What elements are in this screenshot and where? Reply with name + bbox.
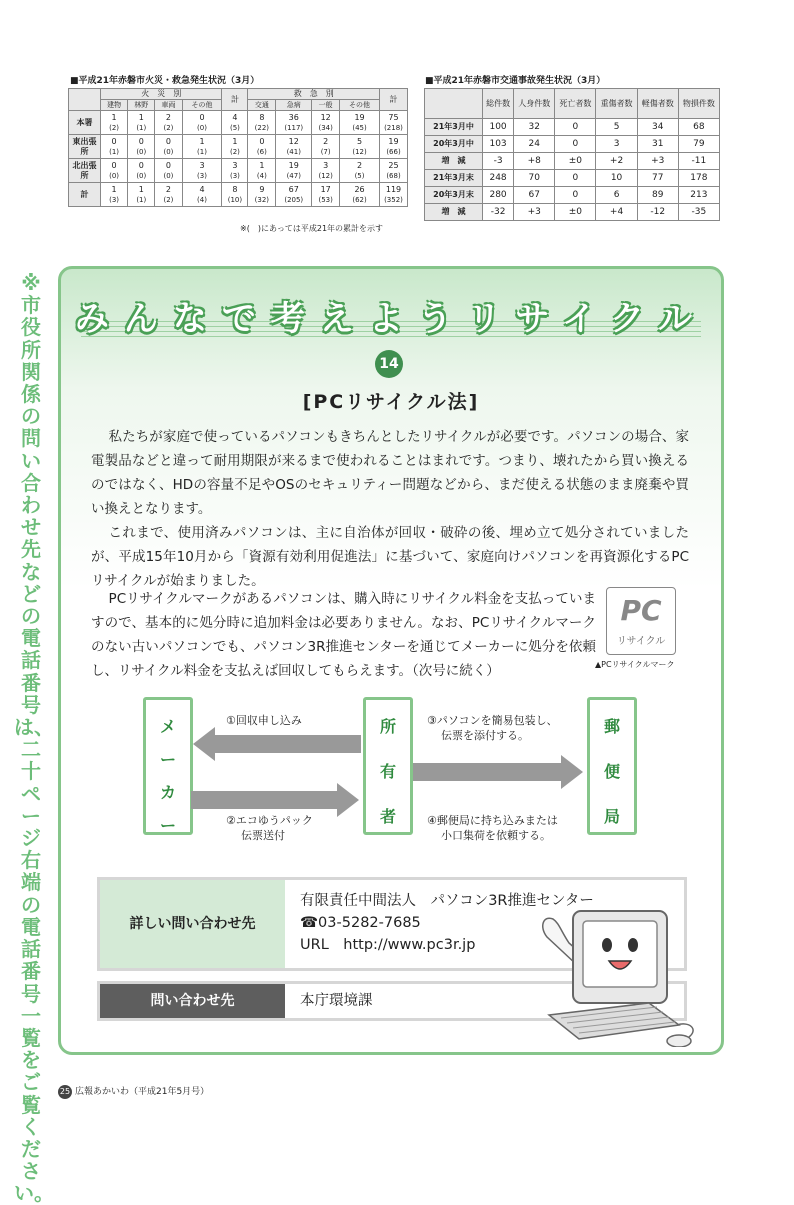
table-cell: 24 [514, 136, 555, 153]
table-cell: -35 [678, 204, 719, 221]
cell-cumulative: (12) [318, 171, 333, 180]
fire-table-note: ※( )にあっては平成21年の累計を示す [240, 224, 384, 233]
table-cell: 0 [555, 119, 596, 136]
cell-cumulative: (2) [229, 147, 240, 156]
table-cell [340, 135, 380, 159]
table-cell [340, 111, 380, 135]
table-cell [101, 159, 128, 183]
cell-value: 3 [199, 160, 205, 170]
table-row [425, 136, 720, 153]
table-cell: 0 [555, 170, 596, 187]
table-cell [312, 159, 340, 183]
cell-value: 2 [165, 112, 172, 122]
detail-contact-label: 詳しい問い合わせ先 [100, 880, 285, 968]
cell-value: 1 [138, 112, 144, 122]
cell-value: 1 [111, 184, 117, 194]
table-cell: +8 [514, 153, 555, 170]
table-cell: -11 [678, 153, 719, 170]
table-cell [312, 183, 340, 207]
cell-cumulative: (1) [136, 195, 147, 204]
table-cell: 77 [637, 170, 678, 187]
inquiry-label: 問い合わせ先 [100, 984, 285, 1018]
table-cell [101, 183, 128, 207]
table-cell: 31 [637, 136, 678, 153]
cell-value: 3 [232, 160, 238, 170]
table-cell [340, 159, 380, 183]
contact-org: 有限責任中間法人 パソコン3R推進センター [300, 893, 594, 909]
table-cell [380, 159, 408, 183]
col-header: 交通 [248, 100, 276, 111]
row-header: 21年3月末 [425, 170, 483, 187]
table-cell [222, 135, 248, 159]
col-header: 総件数 [483, 89, 514, 119]
article-number-badge: 14 [375, 350, 403, 378]
table-cell: 68 [678, 119, 719, 136]
cell-value: 3 [323, 160, 329, 170]
maker-box: メ ー カ ー [143, 697, 193, 835]
cell-value: 2 [323, 136, 329, 146]
cell-cumulative: (66) [386, 147, 401, 156]
step-3-label-line1: ③パソコンを簡易包装し、 [427, 714, 558, 727]
cell-cumulative: (4) [197, 195, 207, 204]
article-title: [PCリサイクル法] [302, 391, 480, 413]
paragraph-1: 私たちが家庭で使っているパソコンもきちんとしたリサイクルが必要です。パソコンの場合、家電製品などと違って耐用期限が来るまで使われることはまれです。つまり、壊れたから買い換えるのではなく、HDの容量不足やOSのセキュリティー問題などから、まだ使える状態のまま廃棄や買い換えとなります。 [91, 429, 689, 517]
page-footer [58, 1084, 209, 1099]
table-cell: 6 [596, 187, 637, 204]
cell-value: 0 [138, 136, 144, 146]
cell-value: 119 [385, 184, 402, 194]
table-cell [128, 183, 155, 207]
table-cell: +4 [596, 204, 637, 221]
cell-value: 36 [288, 112, 299, 122]
col-header: その他 [340, 100, 380, 111]
row-header: 北出張所 [69, 159, 101, 183]
fire-total-header: 計 [222, 89, 248, 111]
table-row [425, 204, 720, 221]
arrow-owner-to-maker [193, 727, 361, 761]
cell-cumulative: (218) [384, 123, 403, 132]
table-cell: 79 [678, 136, 719, 153]
table-cell: 5 [596, 119, 637, 136]
row-header: 東出張所 [69, 135, 101, 159]
pc-recycle-mark-subtext: リサイクル [616, 636, 666, 647]
cell-value: 1 [232, 136, 238, 146]
table-cell [248, 135, 276, 159]
table-cell [276, 183, 312, 207]
cell-value: 0 [165, 160, 172, 170]
table-cell [182, 111, 222, 135]
table-cell [248, 183, 276, 207]
post-office-box: 郵 便 局 [587, 697, 637, 835]
table-cell: 0 [555, 187, 596, 204]
table-cell: -32 [483, 204, 514, 221]
cell-cumulative: (205) [284, 195, 304, 204]
table-cell: 100 [483, 119, 514, 136]
cell-cumulative: (10) [227, 195, 243, 204]
table-cell: 178 [678, 170, 719, 187]
cell-value: 19 [354, 112, 365, 122]
table-cell [248, 111, 276, 135]
table-cell [380, 111, 408, 135]
table-cell [101, 111, 128, 135]
fire-group-header: 火 災 別 [101, 89, 222, 100]
cell-value: 17 [320, 184, 331, 194]
cell-value: 2 [165, 184, 172, 194]
side-note: ※市役所関係の問い合わせ先などの電話番号は、二十ページ右端の電話番号一覧をご覧ください。 [14, 271, 54, 1205]
cell-value: 1 [259, 160, 265, 170]
table-cell [155, 135, 182, 159]
table-cell [155, 159, 182, 183]
cell-value: 0 [111, 160, 117, 170]
inquiry-dept: 本庁環境課 [300, 993, 373, 1009]
table-cell [276, 159, 312, 183]
table-cell: +3 [514, 204, 555, 221]
step-2-label-line1: ②エコゆうパック [226, 814, 313, 827]
cell-value: 8 [232, 184, 238, 194]
cell-cumulative: (22) [254, 123, 270, 132]
table-cell [222, 111, 248, 135]
col-header: 物損件数 [678, 89, 719, 119]
table-cell: 103 [483, 136, 514, 153]
table-cell [128, 159, 155, 183]
table-cell [312, 135, 340, 159]
table-cell: 89 [637, 187, 678, 204]
cell-cumulative: (0) [136, 147, 147, 156]
article-banner: みんなで考えようリサイクル [74, 299, 708, 339]
table-cell [155, 111, 182, 135]
col-header: その他 [182, 100, 222, 111]
table-cell [101, 135, 128, 159]
cell-value: 0 [111, 136, 117, 146]
table-cell: 70 [514, 170, 555, 187]
emergency-total-header: 計 [380, 89, 408, 111]
table-cell: 0 [555, 136, 596, 153]
cell-cumulative: (3) [109, 195, 120, 204]
table-cell: +2 [596, 153, 637, 170]
table-cell [340, 183, 380, 207]
cell-cumulative: (0) [109, 171, 120, 180]
step-1-label: ①回収申し込み [226, 714, 302, 727]
table-row [425, 119, 720, 136]
cell-value: 5 [357, 136, 363, 146]
table-cell [182, 135, 222, 159]
table-cell [155, 183, 182, 207]
table-row [69, 111, 408, 135]
cell-cumulative: (0) [136, 171, 147, 180]
cell-cumulative: (34) [318, 123, 333, 132]
cell-value: 1 [111, 112, 117, 122]
table-corner [69, 89, 101, 111]
cell-cumulative: (62) [352, 195, 367, 204]
cell-value: 4 [199, 184, 205, 194]
cell-cumulative: (352) [384, 195, 403, 204]
table-cell: 280 [483, 187, 514, 204]
cell-value: 0 [199, 112, 205, 122]
cell-cumulative: (5) [229, 123, 240, 132]
table-row [69, 159, 408, 183]
table-row [425, 170, 720, 187]
step-3-label-line2: 伝票を添付する。 [441, 729, 529, 742]
paragraph-3: PCリサイクルマークがあるパソコンは、購入時にリサイクル料金を支払っていますので、基本的に処分時に追加料金は必要ありません。なお、PCリサイクルマークのない古いパソコンでも、パソコン3R推進センターを通じてメーカーに処分を依頼し、リサイクル料金を支払えば回収してもらえます。（次号に続く） [91, 591, 596, 679]
row-header: 20年3月末 [425, 187, 483, 204]
flow-arrows [61, 269, 721, 869]
table-cell [380, 135, 408, 159]
cell-cumulative: (2) [163, 195, 174, 204]
cell-value: 67 [288, 184, 299, 194]
cell-cumulative: (2) [163, 123, 174, 132]
table-cell [222, 159, 248, 183]
cell-cumulative: (0) [163, 147, 174, 156]
row-header: 計 [69, 183, 101, 207]
table-cell: -3 [483, 153, 514, 170]
cell-value: 0 [138, 160, 144, 170]
table-row [425, 153, 720, 170]
cell-value: 12 [320, 112, 331, 122]
contact-tel: ☎03-5282-7685 [300, 915, 421, 931]
cell-cumulative: (0) [197, 123, 207, 132]
col-header: 林野 [128, 100, 155, 111]
table-cell: ±0 [555, 204, 596, 221]
cell-cumulative: (5) [354, 171, 365, 180]
cell-value: 1 [138, 184, 144, 194]
cell-value: 1 [199, 136, 205, 146]
table-cell [182, 159, 222, 183]
emergency-group-header: 救 急 別 [248, 89, 380, 100]
cell-value: 4 [232, 112, 238, 122]
table-cell [312, 111, 340, 135]
cell-cumulative: (0) [163, 171, 174, 180]
table-cell: 213 [678, 187, 719, 204]
cell-cumulative: (117) [284, 123, 304, 132]
row-header: 本署 [69, 111, 101, 135]
cell-value: 19 [388, 136, 399, 146]
owner-box: 所 有 者 [363, 697, 413, 835]
col-header: 死亡者数 [555, 89, 596, 119]
fire-table-caption: ■平成21年赤磐市火災・救急発生状況（3月） [70, 76, 260, 86]
step-2-label-line2: 伝票送付 [241, 829, 285, 842]
fire-emergency-table [68, 88, 408, 207]
table-cell: 34 [637, 119, 678, 136]
table-cell [182, 183, 222, 207]
cell-cumulative: (1) [197, 147, 207, 156]
col-header: 軽傷者数 [637, 89, 678, 119]
cell-cumulative: (3) [229, 171, 240, 180]
cell-value: 75 [388, 112, 399, 122]
cell-value: 26 [354, 184, 365, 194]
cell-cumulative: (53) [318, 195, 333, 204]
table-cell: +3 [637, 153, 678, 170]
table-cell: -12 [637, 204, 678, 221]
cell-value: 19 [288, 160, 299, 170]
cell-cumulative: (45) [352, 123, 367, 132]
col-header: 車両 [155, 100, 182, 111]
col-header: 一般 [312, 100, 340, 111]
cell-cumulative: (41) [286, 147, 301, 156]
cell-value: 0 [259, 136, 265, 146]
table-cell [276, 135, 312, 159]
cell-value: 25 [388, 160, 399, 170]
cell-cumulative: (6) [256, 147, 267, 156]
cell-cumulative: (7) [320, 147, 331, 156]
row-header: 21年3月中 [425, 119, 483, 136]
table-cell: 32 [514, 119, 555, 136]
contact-url[interactable]: URL http://www.pc3r.jp [300, 937, 476, 953]
cell-value: 0 [165, 136, 172, 146]
col-header: 重傷者数 [596, 89, 637, 119]
cell-value: 12 [288, 136, 299, 146]
cell-cumulative: (1) [109, 147, 120, 156]
table-row [69, 183, 408, 207]
table-cell [276, 111, 312, 135]
table-cell [128, 111, 155, 135]
cell-value: 8 [259, 112, 265, 122]
traffic-accident-table [424, 88, 720, 221]
table-row [425, 187, 720, 204]
col-header: 建物 [101, 100, 128, 111]
cell-cumulative: (12) [352, 147, 367, 156]
table-cell [128, 135, 155, 159]
arrow-owner-to-post [413, 755, 583, 789]
table-cell [380, 183, 408, 207]
table-cell [222, 183, 248, 207]
arrow-maker-to-owner [191, 783, 359, 817]
table-cell: 67 [514, 187, 555, 204]
cell-value: 9 [259, 184, 265, 194]
table-cell: 248 [483, 170, 514, 187]
page-number: 25 [58, 1085, 72, 1099]
computer-mascot-illustration [529, 897, 709, 1047]
recycle-article-box [58, 266, 724, 1055]
pc-recycle-mark-text: PC [620, 594, 662, 627]
row-header: 20年3月中 [425, 136, 483, 153]
table-cell [248, 159, 276, 183]
pc-recycle-mark-caption: ▲PCリサイクルマーク [595, 660, 675, 669]
table-cell: ±0 [555, 153, 596, 170]
col-header: 人身件数 [514, 89, 555, 119]
row-header: 増 減 [425, 153, 483, 170]
cell-value: 2 [357, 160, 363, 170]
col-header: 急病 [276, 100, 312, 111]
table-cell: 10 [596, 170, 637, 187]
paragraph-2: これまで、使用済みパソコンは、主に自治体が回収・破砕の後、埋め立て処分されていましたが、平成15年10月から「資源有効利用促進法」に基づいて、家庭向けパソコンを再資源化するPCリサイクルが始まりました。 [91, 525, 689, 589]
traffic-table-caption: ■平成21年赤磐市交通事故発生状況（3月） [425, 76, 606, 86]
table-row [69, 135, 408, 159]
row-header: 増 減 [425, 204, 483, 221]
cell-cumulative: (47) [286, 171, 301, 180]
cell-cumulative: (4) [256, 171, 267, 180]
step-4-label-line1: ④郵便局に持ち込みまたは [427, 814, 558, 827]
table-corner [425, 89, 483, 119]
step-4-label-line2: 小口集荷を依頼する。 [441, 829, 551, 842]
cell-cumulative: (2) [109, 123, 120, 132]
cell-cumulative: (1) [136, 123, 147, 132]
cell-cumulative: (3) [197, 171, 207, 180]
cell-cumulative: (68) [386, 171, 401, 180]
cell-cumulative: (32) [254, 195, 270, 204]
publication-name: 広報あかいわ（平成21年5月号） [75, 1087, 210, 1097]
table-cell: 3 [596, 136, 637, 153]
